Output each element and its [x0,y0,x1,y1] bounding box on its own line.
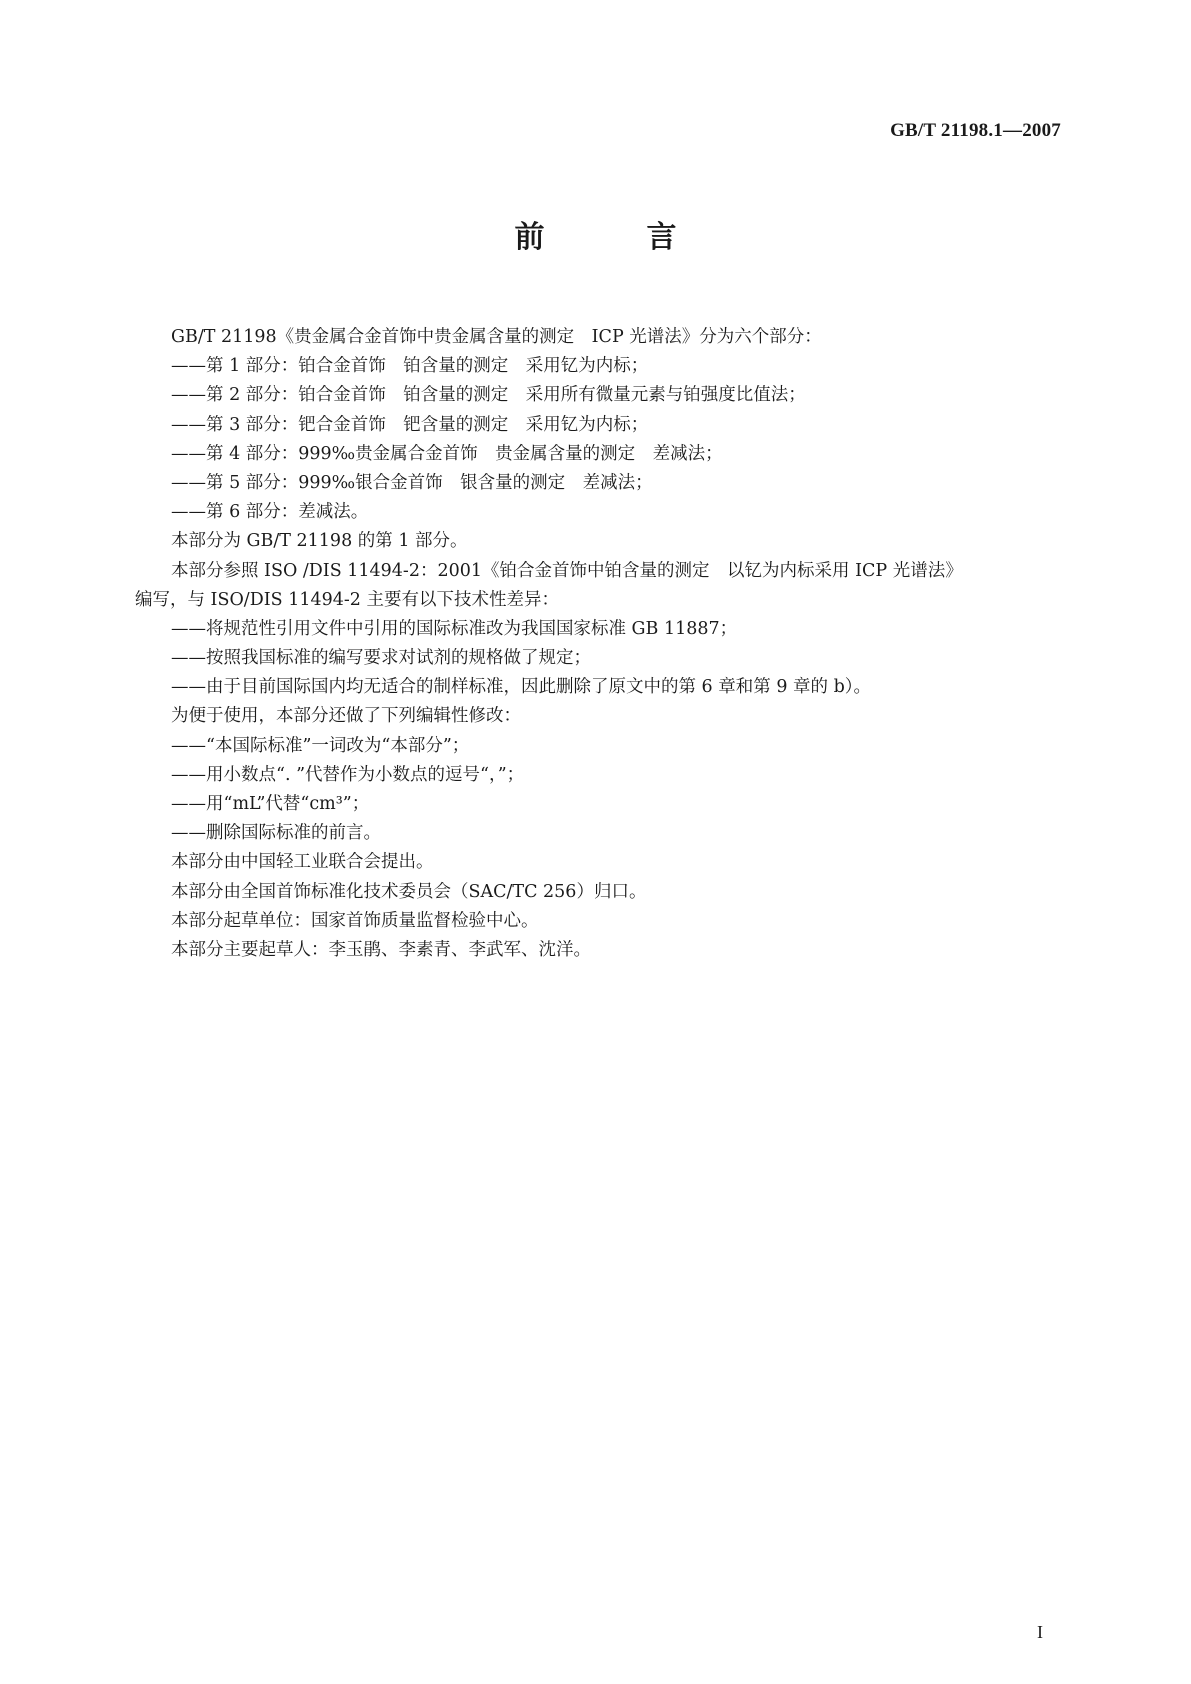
list-item-editorial: ——用“mL”代替“cm³”； [171,794,370,814]
list-item-difference: ——由于目前国际国内均无适合的制样标准，因此删除了原文中的第 6 章和第 9 章的 b）。 [171,677,872,698]
part-statement: 本部分为 GB/T 21198 的第 1 部分。 [171,531,468,552]
reference-paragraph-continuation: 编写，与 ISO/DIS 11494-2 主要有以下技术性差异： [135,589,559,610]
list-item-editorial: ——用小数点“. ”代替作为小数点的逗号“，”； [171,764,525,785]
reference-paragraph: 本部分参照 ISO /DIS 11494-2：2001《铂合金首饰中铂含量的测定 以钇为内标采用 ICP 光谱法》 [171,560,963,581]
list-item-difference: ——按照我国标准的编写要求对试剂的规格做了规定； [171,648,591,669]
standard-code: GB/T 21198.1—2007 [890,120,1061,141]
list-item-part-6: ——第 6 部分：差减法。 [171,502,369,523]
editorial-intro: 为便于使用，本部分还做了下列编辑性修改： [171,706,521,727]
list-item-editorial: ——删除国际标准的前言。 [171,823,381,844]
drafting-unit-statement: 本部分起草单位：国家首饰质量监督检验中心。 [171,910,539,931]
list-item-editorial: ——“本国际标准”一词改为“本部分”； [171,735,470,756]
page-number: I [1037,1622,1043,1642]
page-title: 前 言 [514,220,713,255]
list-item-part-2: ——第 2 部分：铂合金首饰 铂含量的测定 采用所有微量元素与铂强度比值法； [171,385,806,406]
list-item-part-4: ——第 4 部分：999‰贵金属合金首饰 贵金属含量的测定 差减法； [171,443,723,464]
list-item-difference: ——将规范性引用文件中引用的国际标准改为我国国家标准 GB 11887； [171,618,738,639]
list-item-part-5: ——第 5 部分：999‰银合金首饰 银含量的测定 差减法； [171,472,653,493]
drafters-statement: 本部分主要起草人：李玉鹃、李素青、李武军、沈洋。 [171,939,591,960]
foreword-body [135,323,1070,965]
committee-statement: 本部分由全国首饰标准化技术委员会（SAC/TC 256）归口。 [171,881,647,902]
list-item-part-3: ——第 3 部分：钯合金首饰 钯含量的测定 采用钇为内标； [171,414,649,435]
proposer-statement: 本部分由中国轻工业联合会提出。 [171,852,434,873]
intro-paragraph: GB/T 21198《贵金属合金首饰中贵金属含量的测定 ICP 光谱法》分为六个部分： [171,327,822,347]
list-item-part-1: ——第 1 部分：铂合金首饰 铂含量的测定 采用钇为内标； [171,356,649,377]
